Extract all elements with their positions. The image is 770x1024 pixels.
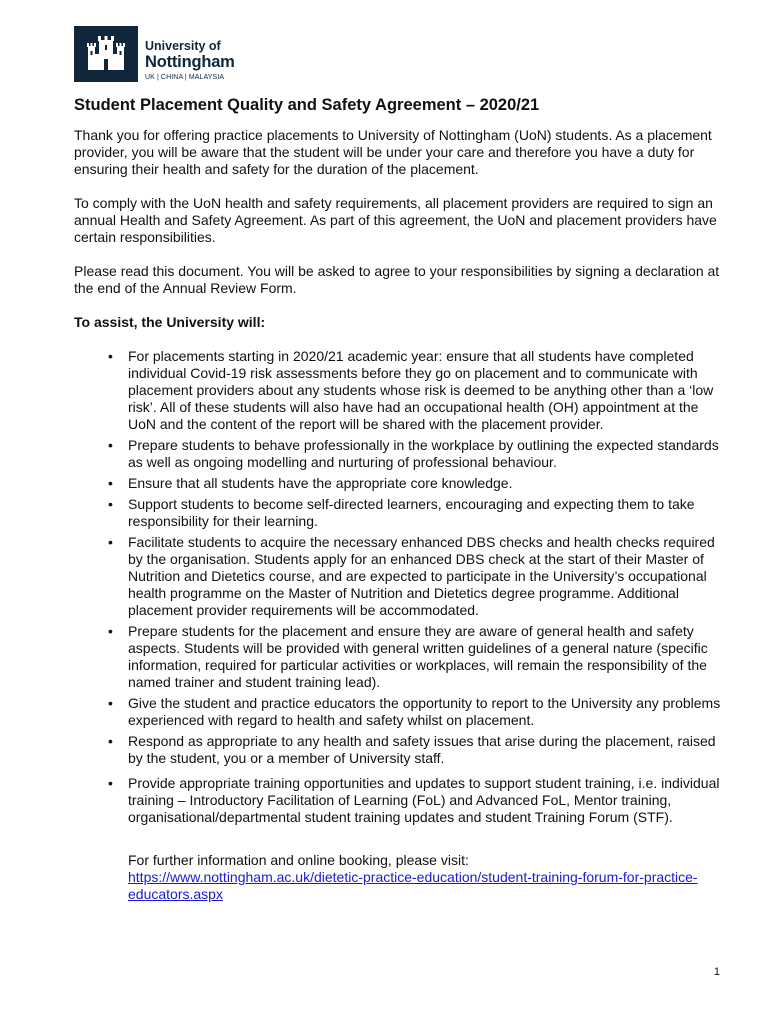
- list-item: • Prepare students for the placement and ensure they are aware of general health and safety aspects. Students will be provided with general written guidelines of a general nature (specific information, required for particular activities or workplaces, will remain the responsibility of the named trainer and student training lead).: [74, 623, 724, 691]
- responsibilities-list: [74, 348, 724, 826]
- further-info: [128, 852, 724, 903]
- document-body: [74, 127, 724, 903]
- list-item: • Provide appropriate training opportunities and updates to support student training, i.e. individual training – Introductory Facilitation of Learning (FoL) and Advanced FoL, Mentor training, organisational/departmental student training updates and student Training Forum (STF).: [74, 775, 724, 826]
- intro-paragraph: Thank you for offering practice placements to University of Nottingham (UoN) students. As a placement provider, you will be aware that the student will be under your care and therefore you have a duty for ensuring their health and safety for the duration of the placement.: [74, 127, 712, 177]
- page-number: 1: [713, 966, 720, 978]
- university-logo: [74, 26, 235, 82]
- logo-line-3: UK | CHINA | MALAYSIA: [145, 74, 225, 81]
- list-item: • Respond as appropriate to any health and safety issues that arise during the placement, raised by the student, you or a member of University staff.: [74, 733, 724, 767]
- document-title: Student Placement Quality and Safety Agreement – 2020/21: [74, 96, 540, 114]
- compliance-paragraph: To comply with the UoN health and safety requirements, all placement providers are required to sign an annual Health and Safety Agreement. As part of this agreement, the UoN and placement providers have certain responsibilities.: [74, 195, 717, 245]
- instruction-paragraph: Please read this document. You will be asked to agree to your responsibilities by signing a declaration at the end of the Annual Review Form.: [74, 263, 720, 296]
- further-info-text: For further information and online booking, please visit:: [128, 852, 469, 868]
- training-forum-link[interactable]: https://www.nottingham.ac.uk/dietetic-practice-education/student-training-forum-for-practice-educators.aspx: [128, 869, 698, 902]
- logo-line-1: University of: [145, 39, 221, 53]
- logo-wordmark: [145, 40, 235, 82]
- list-item: • Facilitate students to acquire the necessary enhanced DBS checks and health checks required by the organisation. Students apply for an enhanced DBS check at the start of their Master of Nutrition and Dietetics course, and are expected to participate in the University’s occupational health programme on the Master of Nutrition and Dietetics degree programme. Additional placement provider requirements will be accommodated.: [74, 534, 724, 619]
- list-item: • For placements starting in 2020/21 academic year: ensure that all students have completed individual Covid-19 risk assessments before they go on placement and to communicate with placement providers about any students whose risk is deemed to be anything other than a ‘low risk’. All of these students will also have had an occupational health (OH) appointment at the UoN and the content of the report will be shared with the placement provider.: [74, 348, 724, 433]
- assist-heading: To assist, the University will:: [74, 314, 266, 330]
- logo-line-2: Nottingham: [145, 53, 235, 71]
- list-item: • Give the student and practice educators the opportunity to report to the University any problems experienced with regard to health and safety whilst on placement.: [74, 695, 724, 729]
- castle-crest-icon: [74, 26, 138, 82]
- list-item: • Support students to become self-directed learners, encouraging and expecting them to take responsibility for their learning.: [74, 496, 724, 530]
- list-item: • Prepare students to behave professionally in the workplace by outlining the expected standards as well as ongoing modelling and nurturing of professional behaviour.: [74, 437, 724, 471]
- list-item: • Ensure that all students have the appropriate core knowledge.: [74, 475, 724, 492]
